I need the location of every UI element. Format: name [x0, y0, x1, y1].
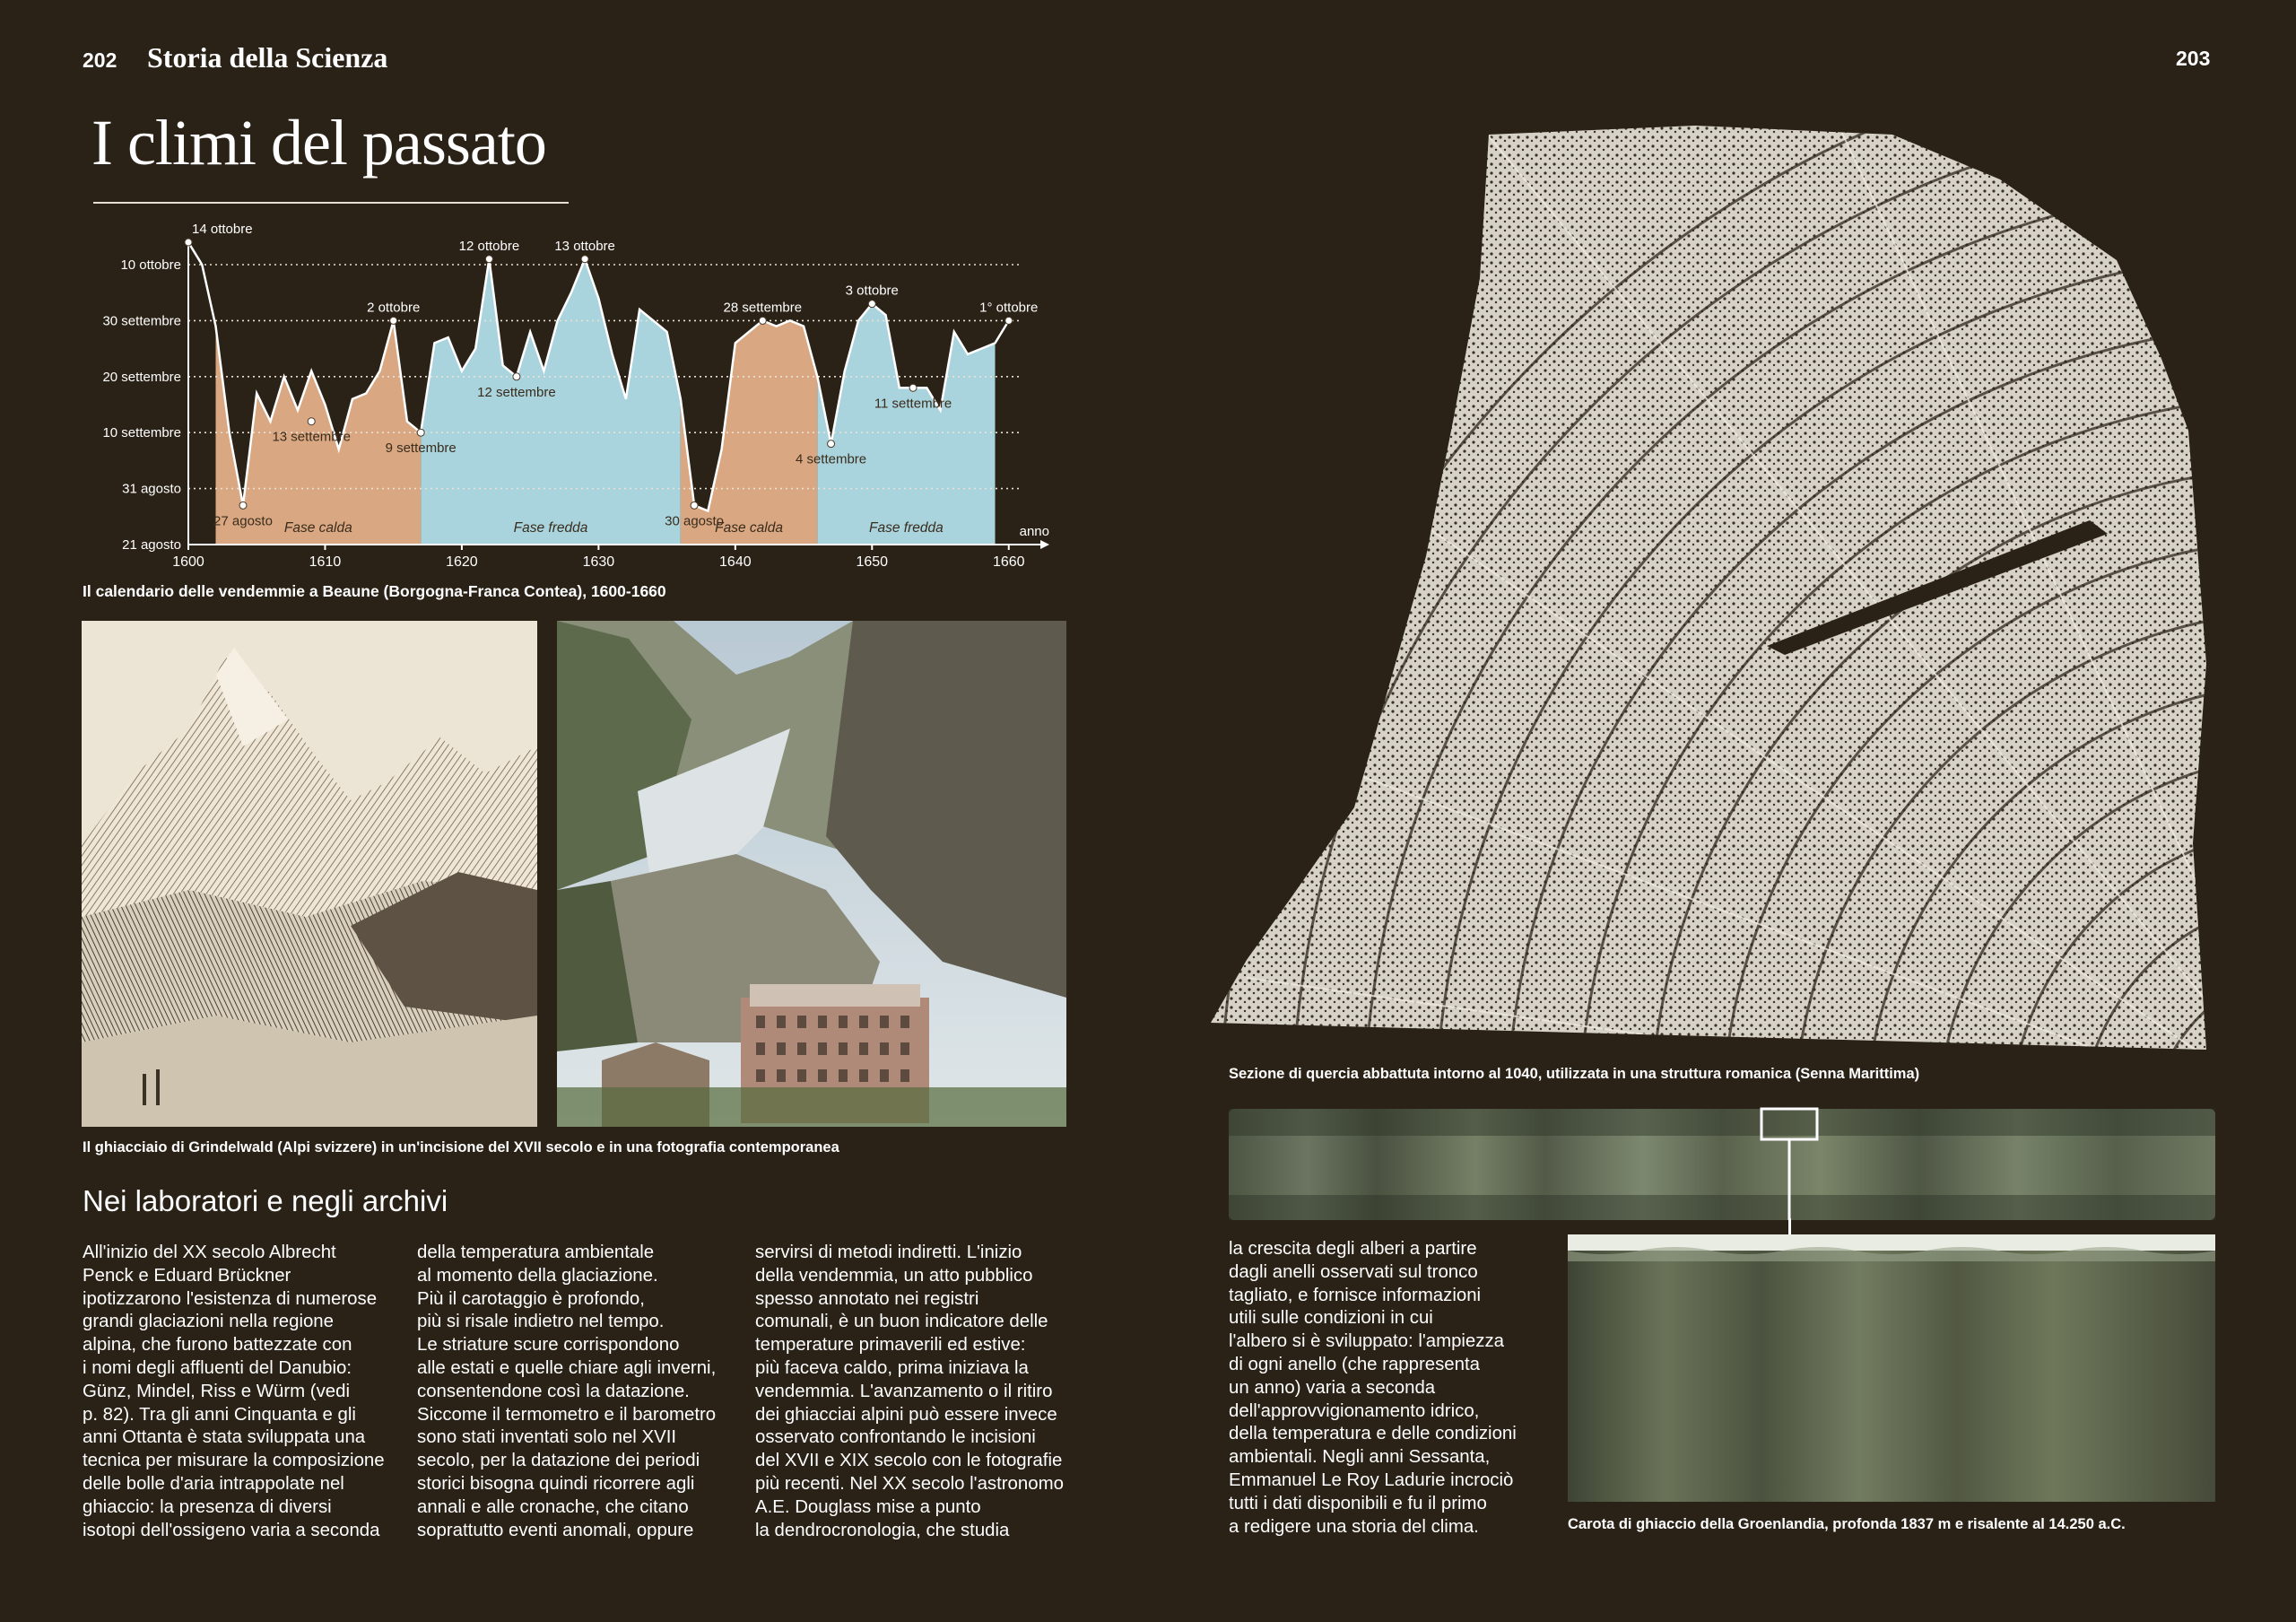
annotation-point	[691, 501, 698, 509]
text-line: un anno) varia a seconda	[1229, 1377, 1436, 1398]
y-tick-label: 10 settembre	[102, 425, 181, 441]
x-tick-label: 1640	[719, 554, 752, 570]
text-line: vendemmia. L'avanzamento o il ritiro	[755, 1381, 1053, 1401]
text-line: i nomi degli affluenti del Danubio:	[83, 1357, 352, 1378]
oak-caption: Sezione di quercia abbattuta intorno al 1040, utilizzata in una struttura romanica (Senna Marittima)	[1229, 1066, 1920, 1082]
text-line: dagli anelli osservati sul tronco	[1229, 1261, 1478, 1282]
text-column-4	[1229, 1238, 1552, 1539]
text-line: utili sulle condizioni in cui	[1229, 1308, 1433, 1329]
text-line: secolo, per la datazione dei periodi	[417, 1451, 700, 1471]
annotation-point	[581, 256, 588, 263]
text-line: Siccome il termometro e il barometro	[417, 1404, 717, 1425]
text-line: ghiaccio: la presenza di diversi	[83, 1496, 332, 1517]
zoom-connector	[1788, 1218, 1791, 1234]
annotation-point	[485, 256, 492, 263]
text-line: ambientali. Negli anni Sessanta,	[1229, 1447, 1491, 1468]
y-tick-label: 21 agosto	[122, 537, 181, 553]
title-rule	[93, 202, 569, 204]
page-title: I climi del passato	[91, 107, 546, 179]
text-line: più si risale indietro nel tempo.	[417, 1312, 665, 1332]
annotation-point	[513, 373, 520, 380]
text-line: alpina, che furono battezzate con	[83, 1335, 352, 1356]
text-line: Günz, Mindel, Riss e Würm (vedi	[83, 1381, 351, 1401]
data-label: 13 settembre	[272, 429, 351, 445]
y-tick-label: 31 agosto	[122, 481, 181, 497]
data-label: 27 agosto	[213, 513, 273, 529]
annotation-point	[1005, 317, 1013, 324]
text-line: tutti i dati disponibili e fu il primo	[1229, 1493, 1487, 1513]
text-line: della temperatura e delle condizioni	[1229, 1424, 1517, 1444]
text-line: annali e alle cronache, che citano	[417, 1496, 689, 1517]
annotation-point	[909, 384, 917, 391]
annotation-point	[390, 317, 397, 324]
annotation-point	[185, 239, 192, 246]
x-tick-label: 1610	[309, 554, 342, 570]
data-label: 14 ottobre	[192, 222, 253, 238]
y-tick-label: 10 ottobre	[120, 257, 181, 273]
text-line: dei ghiacciai alpini può essere invece	[755, 1404, 1057, 1425]
y-tick-label: 20 settembre	[102, 369, 181, 385]
phase-label: Fase fredda	[513, 520, 588, 536]
text-line: Emmanuel Le Roy Ladurie incrociò	[1229, 1469, 1514, 1490]
text-line: storici bisogna quindi ricorrere agli	[417, 1473, 695, 1494]
x-tick-label: 1630	[582, 554, 615, 570]
annotation-point	[239, 501, 247, 509]
text-line: soprattutto eventi anomali, oppure	[417, 1520, 694, 1540]
text-line: Le striature scure corrispondono	[417, 1335, 680, 1356]
data-label: 12 settembre	[477, 384, 556, 400]
text-line: di ogni anello (che rappresenta	[1229, 1354, 1480, 1374]
text-line: dell'approvvigionamento idrico,	[1229, 1400, 1480, 1421]
phase-label: Fase calda	[715, 520, 783, 536]
data-label: 11 settembre	[874, 396, 952, 412]
text-line: ipotizzarono l'esistenza di numerose	[83, 1288, 378, 1309]
text-line: tecnica per misurare la composizione	[83, 1451, 385, 1471]
text-column-2	[417, 1242, 740, 1542]
x-tick-label: 1620	[446, 554, 478, 570]
chart-caption: Il calendario delle vendemmie a Beaune (Borgogna-Franca Contea), 1600-1660	[83, 582, 666, 600]
grindelwald-caption: Il ghiacciaio di Grindelwald (Alpi svizzere) in un'incisione del XVII secolo e in una fotografia contemporanea	[83, 1139, 839, 1155]
text-line: tagliato, e fornisce informazioni	[1229, 1285, 1482, 1305]
text-line: spesso annotato nei registri	[755, 1288, 979, 1309]
text-line: della vendemmia, un atto pubblico	[755, 1265, 1033, 1286]
text-line: isotopi dell'ossigeno varia a seconda	[83, 1520, 380, 1540]
x-axis-label: anno	[1019, 524, 1049, 539]
data-label: 3 ottobre	[845, 283, 899, 299]
data-label: 13 ottobre	[554, 238, 615, 254]
text-line: A.E. Douglass mise a punto	[755, 1496, 981, 1517]
harvest-chart	[81, 222, 1085, 574]
grindelwald-photo	[557, 621, 1066, 1127]
x-tick-label: 1660	[992, 554, 1025, 570]
left-page-number: 202	[83, 48, 117, 72]
data-label: 2 ottobre	[367, 300, 421, 316]
text-line: più faceva caldo, prima iniziava la	[755, 1357, 1029, 1378]
text-line: del XVII e XIX secolo con le fotografie	[755, 1451, 1063, 1471]
annotation-point	[308, 418, 315, 425]
x-tick-label: 1650	[856, 554, 889, 570]
text-line: Penck e Eduard Brückner	[83, 1265, 291, 1286]
running-header: Storia della Scienza	[147, 41, 388, 74]
text-column-3	[755, 1242, 1087, 1542]
phase-area-cold	[817, 304, 995, 545]
text-line: consentendone così la datazione.	[417, 1381, 690, 1401]
oak-section-image	[1211, 126, 2215, 1059]
phase-label: Fase fredda	[869, 520, 944, 536]
data-label: 12 ottobre	[458, 238, 520, 254]
annotation-point	[828, 440, 835, 448]
x-axis-arrow	[1040, 540, 1049, 549]
text-line: alle estati e quelle chiare agli inverni,	[417, 1357, 717, 1378]
text-line: Più il carotaggio è profondo,	[417, 1288, 645, 1309]
data-label: 28 settembre	[723, 300, 803, 316]
text-line: anni Ottanta è stata sviluppata una	[83, 1427, 366, 1448]
text-line: grandi glaciazioni nella regione	[83, 1312, 334, 1332]
annotation-point	[417, 429, 424, 436]
data-label: 1° ottobre	[979, 300, 1039, 316]
text-line: comunali, è un buon indicatore delle	[755, 1312, 1048, 1332]
ice-core-strip	[1229, 1109, 2215, 1220]
phase-area-cold	[421, 259, 681, 545]
text-line: l'albero si è sviluppato: l'ampiezza	[1229, 1331, 1505, 1352]
x-tick-label: 1600	[172, 554, 204, 570]
ice-core-closeup	[1568, 1234, 2215, 1502]
text-line: a redigere una storia del clima.	[1229, 1516, 1479, 1537]
right-page-number: 203	[2176, 47, 2211, 70]
text-line: al momento della glaciazione.	[417, 1265, 658, 1286]
text-line: la crescita degli alberi a partire	[1229, 1239, 1477, 1259]
grindelwald-engraving	[82, 621, 537, 1127]
text-line: della temperatura ambientale	[417, 1243, 655, 1262]
phase-label: Fase calda	[283, 520, 352, 536]
annotation-point	[868, 301, 875, 308]
text-line: servirsi di metodi indiretti. L'inizio	[755, 1243, 1022, 1262]
data-label: 9 settembre	[385, 440, 457, 457]
data-label: 30 agosto	[665, 513, 725, 529]
text-line: osservato confrontando le incisioni	[755, 1427, 1036, 1448]
y-tick-label: 30 settembre	[102, 313, 181, 329]
text-column-1	[83, 1242, 396, 1542]
ice-core-caption: Carota di ghiaccio della Groenlandia, profonda 1837 m e risalente al 14.250 a.C.	[1568, 1516, 2126, 1532]
text-line: sono stati inventati solo nel XVII	[417, 1427, 677, 1448]
text-line: p. 82). Tra gli anni Cinquanta e gli	[83, 1404, 356, 1425]
annotation-point	[759, 317, 766, 324]
text-line: più recenti. Nel XX secolo l'astronomo	[755, 1473, 1064, 1494]
text-line: temperature primaverili ed estive:	[755, 1335, 1026, 1356]
section-heading: Nei laboratori e negli archivi	[83, 1184, 448, 1217]
text-line: All'inizio del XX secolo Albrecht	[83, 1243, 336, 1262]
data-label: 4 settembre	[795, 451, 867, 467]
text-line: delle bolle d'aria intrappolate nel	[83, 1473, 344, 1494]
text-line: la dendrocronologia, che studia	[755, 1520, 1010, 1540]
